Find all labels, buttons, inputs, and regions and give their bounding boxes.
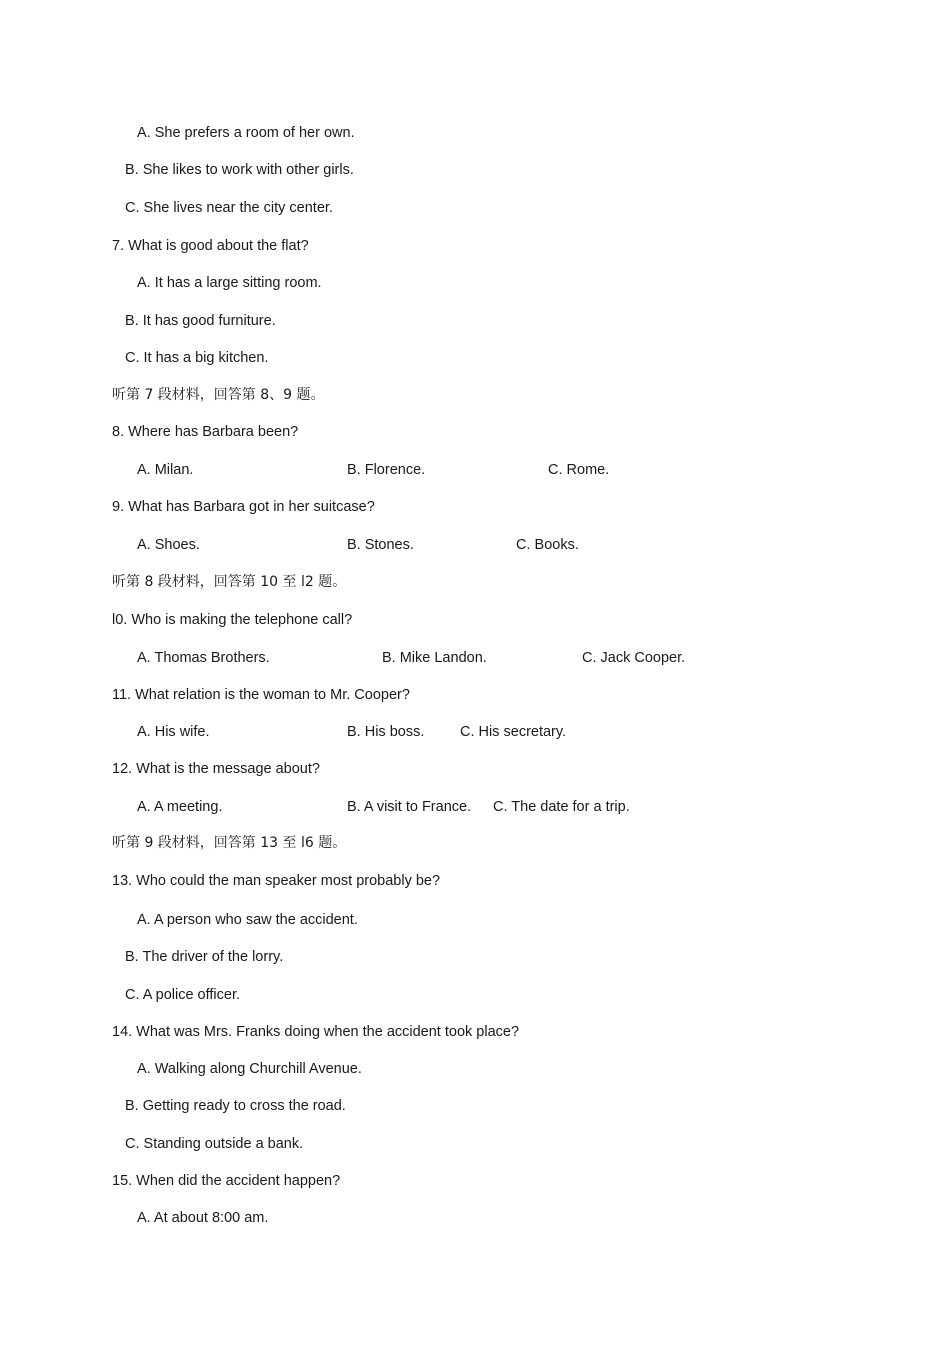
q13-option-a: A. A person who saw the accident.: [137, 912, 358, 928]
question-12: 12. What is the message about?: [112, 761, 320, 777]
section-heading-9: 听第 9 段材料，回答第 13 至 l6 题。: [112, 835, 347, 851]
q10-option-a: A. Thomas Brothers.: [137, 650, 270, 666]
q7-option-c: C. It has a big kitchen.: [125, 350, 269, 366]
question-8: 8. Where has Barbara been?: [112, 424, 299, 440]
q8-options-row: [0, 461, 950, 479]
q15-option-a: A. At about 8:00 am.: [137, 1210, 269, 1226]
q14-option-a: A. Walking along Churchill Avenue.: [137, 1061, 362, 1077]
question-9: 9. What has Barbara got in her suitcase?: [112, 499, 375, 515]
q11-options-row: [0, 723, 950, 741]
q6-option-a: A. She prefers a room of her own.: [137, 125, 355, 141]
q8-option-a: A. Milan.: [137, 462, 194, 478]
q14-option-c: C. Standing outside a bank.: [125, 1136, 304, 1152]
q7-option-a: A. It has a large sitting room.: [137, 275, 322, 291]
q10-options-row: [0, 649, 950, 667]
q14-option-b: B. Getting ready to cross the road.: [125, 1098, 346, 1114]
q9-option-a: A. Shoes.: [137, 537, 200, 553]
question-10: l0. Who is making the telephone call?: [112, 612, 353, 628]
q6-option-b: B. She likes to work with other girls.: [125, 162, 354, 178]
q9-option-c: C. Books.: [516, 537, 579, 553]
section-heading-7: 听第 7 段材料，回答第 8、9 题。: [112, 387, 325, 403]
q11-option-c: C. His secretary.: [460, 724, 567, 740]
q8-option-c: C. Rome.: [548, 462, 610, 478]
question-11: 11. What relation is the woman to Mr. Cooper?: [112, 687, 410, 703]
section-heading-8: 听第 8 段材料，回答第 10 至 l2 题。: [112, 574, 347, 590]
q7-option-b: B. It has good furniture.: [125, 313, 276, 329]
q11-option-b: B. His boss.: [347, 724, 425, 740]
q10-option-b: B. Mike Landon.: [382, 650, 487, 666]
question-15: 15. When did the accident happen?: [112, 1173, 341, 1189]
q12-option-b: B. A visit to France.: [347, 799, 472, 815]
question-14: 14. What was Mrs. Franks doing when the accident took place?: [112, 1024, 520, 1040]
q9-options-row: [0, 536, 950, 554]
q12-options-row: [0, 798, 950, 816]
question-7: 7. What is good about the flat?: [112, 238, 309, 254]
q13-option-c: C. A police officer.: [125, 987, 240, 1003]
q6-option-c: C. She lives near the city center.: [125, 200, 333, 216]
q12-option-a: A. A meeting.: [137, 799, 223, 815]
q9-option-b: B. Stones.: [347, 537, 414, 553]
q10-option-c: C. Jack Cooper.: [582, 650, 686, 666]
q12-option-c: C. The date for a trip.: [493, 799, 630, 815]
q8-option-b: B. Florence.: [347, 462, 426, 478]
q11-option-a: A. His wife.: [137, 724, 210, 740]
question-13: 13. Who could the man speaker most probably be?: [112, 873, 441, 889]
q13-option-b: B. The driver of the lorry.: [125, 949, 284, 965]
